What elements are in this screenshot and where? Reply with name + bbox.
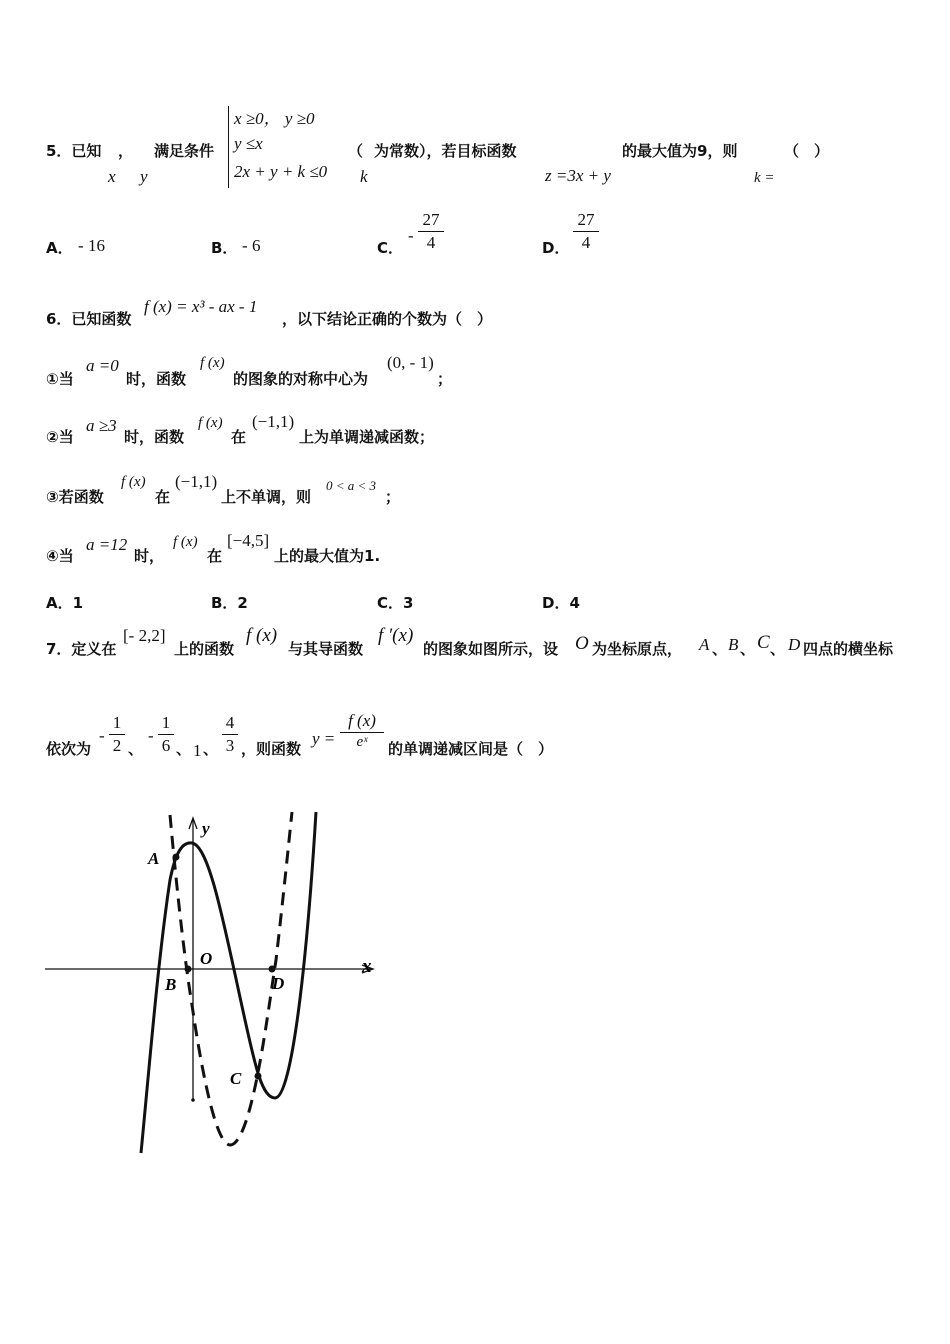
q6-s2-interval: (−1,1) [252, 412, 295, 431]
q5-option-a-label: A． [46, 239, 73, 257]
graph-label-C: C [230, 1069, 242, 1088]
q7-point-C: C [757, 632, 770, 653]
q7-frac-y-num: f (x) [348, 711, 376, 730]
q6-function: f (x) = x³ - ax - 1 [144, 297, 258, 316]
q5-text2: （ [348, 142, 364, 160]
q7-point-A: A [699, 635, 710, 654]
q7-sep-2: 、 [740, 640, 756, 658]
q6-s1-f: f (x) [200, 355, 225, 371]
q6-s2-f: f (x) [198, 415, 223, 431]
q5-var-k: k [360, 167, 368, 186]
q6-option-d: D．4 [542, 594, 580, 612]
q7-frac-2-num: 1 [161, 713, 171, 732]
q6-s2-end: 上为单调递减函数； [299, 428, 435, 446]
q6-s3-mid2: 上不单调，则 [221, 488, 312, 506]
q6-s1-mid1: 时，函数 [126, 370, 187, 388]
q5-var-y: y [140, 167, 148, 186]
q7-origin-O: O [575, 633, 589, 654]
q7-f: f (x) [246, 625, 278, 646]
q7-t1: 上的函数 [174, 640, 235, 658]
q7-frac-y-den: eˣ [356, 734, 368, 750]
q7-frac-3-den: 3 [225, 736, 235, 755]
q7-pre: 7．定义在 [46, 640, 117, 658]
q7-minus-2: - [148, 726, 154, 745]
graph-label-B: B [165, 975, 177, 994]
q6-option-b: B．2 [211, 594, 248, 612]
q7-sep-4: 、 [128, 740, 144, 758]
q5-option-a-sign: - [78, 236, 84, 255]
q6-s3-interval: (−1,1) [175, 472, 218, 491]
q5-option-d-label: D． [542, 239, 570, 257]
q6-s4-mid1: 时， [134, 547, 165, 565]
q6-s4-f: f (x) [173, 534, 198, 550]
q5-cond1: x ≥0， y ≥0 [234, 109, 315, 128]
y-axis-end-dot [191, 1098, 195, 1102]
q6-stem-pre: 6．已知函数 [46, 310, 132, 328]
q5-option-c-label: C． [377, 239, 404, 257]
q5-var-x: x [108, 167, 116, 186]
q5-text4: 的最大值为9，则 [622, 142, 738, 160]
q7-y-equals: y = [312, 729, 336, 748]
q5-answer-paren: （ ） [784, 142, 830, 160]
q6-option-a: A．1 [46, 594, 84, 612]
q6-s2-cond: a ≥3 [86, 416, 117, 435]
q5-option-d-num: 27 [577, 210, 595, 229]
q7-sep-1: 、 [712, 640, 728, 658]
q6-s1-mid2: 的图象的对称中心为 [233, 370, 369, 388]
q7-frac-3-num: 4 [225, 713, 235, 732]
q6-s4-end: 上的最大值为1. [274, 547, 381, 565]
q5-cond2: y ≤x [234, 134, 263, 153]
q7-t2: 与其导函数 [288, 640, 364, 658]
q7-frac-1-num: 1 [112, 713, 122, 732]
q6-stem-post: ，以下结论正确的个数为（ ） [282, 310, 493, 328]
q5-objective: z =3x + y [545, 166, 611, 185]
q5-option-b-label: B． [211, 239, 238, 257]
q6-s3-pre: ③若函数 [46, 488, 104, 506]
q7-minus-1: - [99, 726, 105, 745]
q5-option-b-value: 6 [252, 236, 261, 255]
q5-option-a-value: 16 [88, 236, 105, 255]
q5-option-b-sign: - [242, 236, 248, 255]
q6-s1-pre: ①当 [46, 370, 74, 388]
q7-interval: [- 2,2] [123, 626, 166, 645]
graph-label-y: y [202, 819, 210, 838]
q6-s1-end: ； [437, 370, 453, 388]
q6-s3-mid: 在 [155, 488, 171, 506]
q5-option-d-den: 4 [581, 233, 591, 252]
point-B-dot [185, 966, 192, 973]
q5-option-c-num: 27 [422, 210, 440, 229]
q5-comma: ， [118, 142, 134, 160]
point-C-dot [255, 1073, 262, 1080]
q7-t5: 四点的横坐标 [803, 640, 894, 658]
q6-s2-pre: ②当 [46, 428, 74, 446]
q7-sep-5: 、 [176, 740, 192, 758]
q5-option-c-den: 4 [426, 233, 436, 252]
q6-s2-mid1: 时，函数 [124, 428, 185, 446]
q7-frac-1-den: 2 [112, 736, 122, 755]
q6-s3-end: ； [385, 488, 401, 506]
q5-option-c-sign: - [408, 226, 414, 245]
q5-text1: 满足条件 [154, 142, 215, 160]
q7-t4: 为坐标原点， [592, 640, 683, 658]
q5-number: 5．已知 [46, 142, 102, 160]
graph-label-O: O [200, 949, 213, 968]
q5-cond3: 2x + y + k ≤0 [234, 162, 328, 181]
point-A-dot [173, 854, 180, 861]
q6-s1-point: (0, - 1) [387, 353, 434, 372]
q6-s4-interval: [−4,5] [227, 531, 270, 550]
q5-k-equals: k = [754, 170, 775, 186]
q7-t7: 的单调递减区间是（ ） [388, 740, 554, 758]
q7-point-B: B [728, 635, 739, 654]
q6-s3-cond: 0 < a < 3 [326, 478, 377, 493]
q6-s4-mid2: 在 [207, 547, 223, 565]
q6-option-c: C．3 [377, 594, 414, 612]
q7-point-D: D [788, 635, 801, 654]
q7-sep-6: 、 [203, 740, 219, 758]
graph-label-A: A [148, 849, 160, 868]
q7-frac-2-den: 6 [161, 736, 171, 755]
q7-one: 1 [193, 741, 202, 760]
q7-t6: ，则函数 [241, 740, 302, 758]
q6-s2-mid2: 在 [231, 428, 247, 446]
q6-s4-cond: a =12 [86, 535, 128, 554]
q6-s4-pre: ④当 [46, 547, 74, 565]
point-D-dot [269, 966, 276, 973]
q7-sep-3: 、 [770, 640, 786, 658]
q6-s1-cond: a =0 [86, 356, 119, 375]
graph-label-x: x [362, 956, 372, 977]
q5-text3: 为常数），若目标函数 [374, 142, 517, 160]
q7-t3: 的图象如图所示，设 [423, 640, 559, 658]
graph-label-D: D [272, 974, 285, 993]
q7-fprime: f ′(x) [378, 625, 414, 646]
q7-line2-pre: 依次为 [46, 740, 92, 758]
q6-s3-f: f (x) [121, 474, 146, 490]
